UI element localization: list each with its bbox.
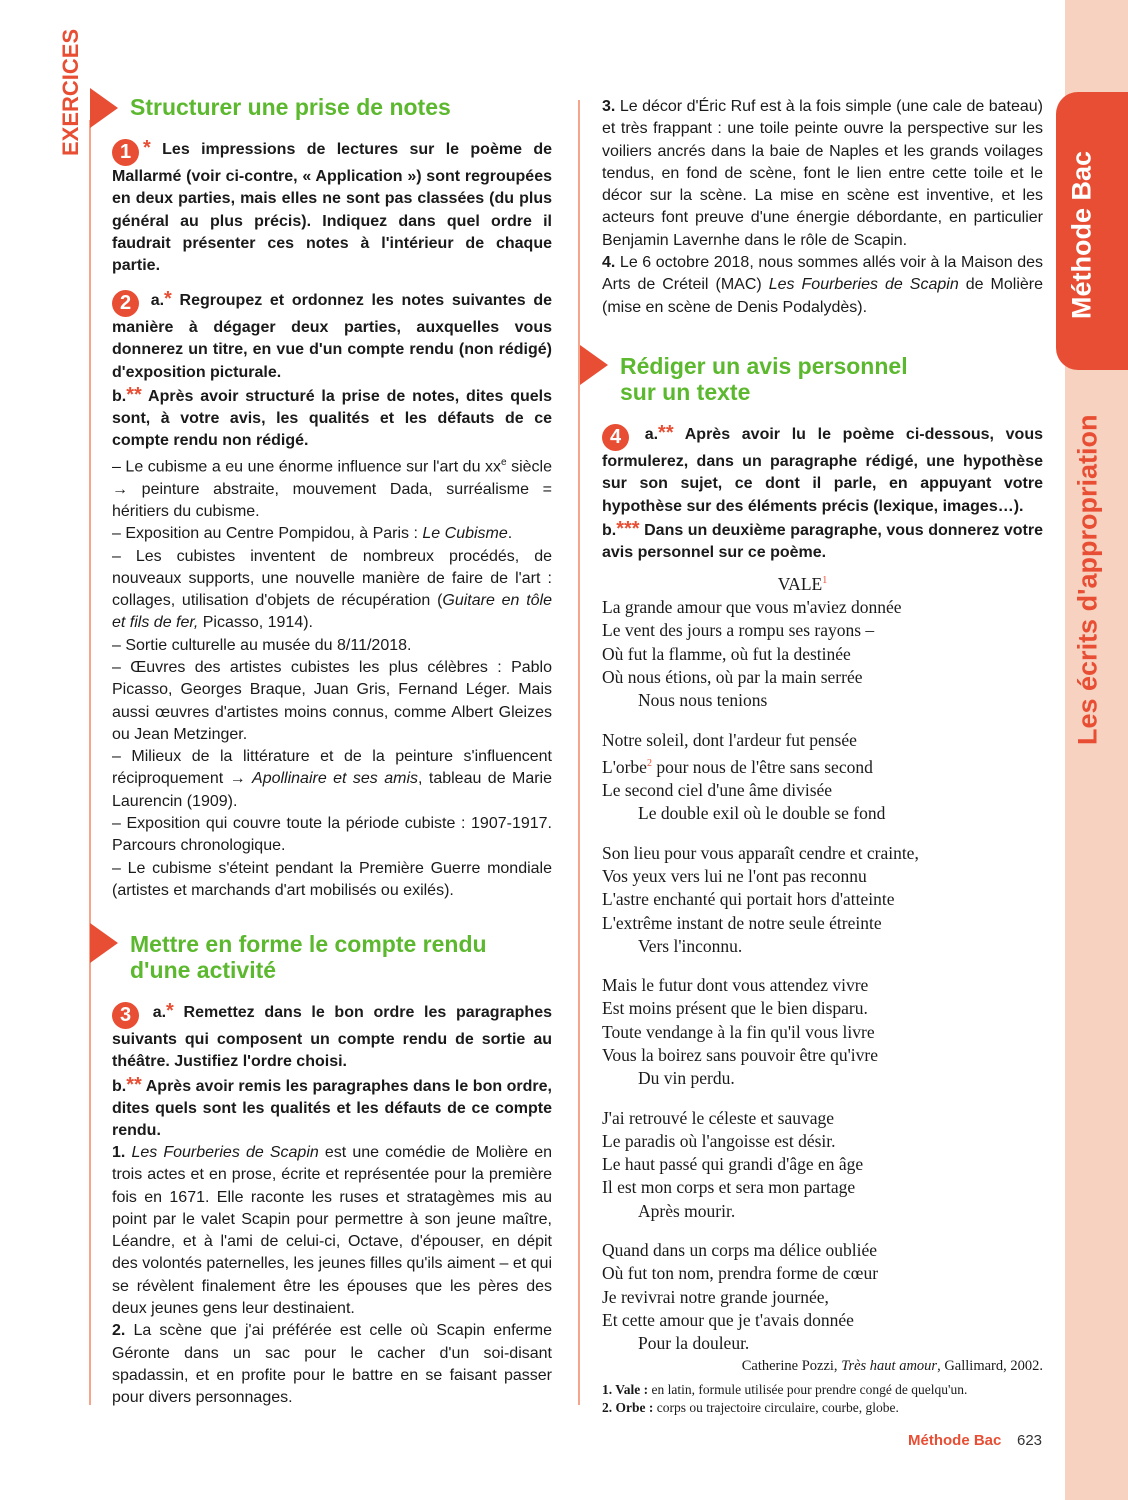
title-text: VALE <box>777 573 823 594</box>
stanza <box>602 1107 1043 1223</box>
question-text: Après avoir lu le poème ci-dessous, vous formulerez, dans un paragraphe rédigé, une hypothèse sur son sujet, ce dont il parle, en appuyant votre hypothèse sur des éléments précis (lexique, images…). <box>602 426 1043 515</box>
paragraph-3 <box>602 96 1043 252</box>
note-item: – Exposition qui couvre toute la période cubiste : 1907-1917. Parcours chronologique. <box>112 815 552 855</box>
question-label: a. <box>152 1004 167 1021</box>
note-text: Picasso, 1914). <box>198 614 313 632</box>
poem-line: Où fut la flamme, où fut la destinée <box>602 643 851 664</box>
question-text: Regroupez et ordonnez les notes suivantes de manière à dégager deux parties, auxquelles vous donnerez un titre, en vue d'un compte rendu (non rédigé) d'exposition picturale. <box>112 292 552 381</box>
paragraph-text: est une comédie de Molière en trois actes et en prose, écrite et représentée pour la première fois en 1671. Elle raconte les ruses et stratagèmes mis au point par le valet Scapin pour permettre à son jeune maître, Léandre, et à l'ami de celui-ci, Octave, d'épouser, en dépit des volontés paternelles, les jeunes filles qu'ils aiment – et qui se révèlent finalement être les épouses que les pères des deux jeunes gens leur destinaient. <box>112 1144 552 1318</box>
question-text: Après avoir structuré la prise de notes, dites quels sont, à votre avis, les qualités et les défauts de ce compte rendu non rédigé. <box>112 387 553 450</box>
poem-line: Le paradis où l'angoisse est désir. <box>602 1130 836 1151</box>
poem-line: Nous nous tenions <box>638 690 768 711</box>
footnotes <box>602 1381 1043 1416</box>
footnote-text: corps ou trajectoire circulaire, courbe, globe. <box>653 1399 899 1415</box>
note-text: siècle → peinture abstraite, mouvement Dada, surréalisme = héritiers du cubisme. <box>112 458 552 520</box>
exercise-2 <box>112 288 552 453</box>
note-item: – Œuvres des artistes cubistes les plus célèbres : Pablo Picasso, Georges Braque, Juan Gris, Fernand Léger. Mais aussi œuvres d'artistes moins connus, comme Albert Gleizes ou Jean Metzinger. <box>112 659 552 743</box>
artwork-title: Le Cubisme <box>422 525 508 543</box>
question-label: b. <box>602 521 617 539</box>
poem-line: L'astre enchanté qui portait hors d'atteinte <box>602 889 895 910</box>
superscript: e <box>501 457 507 468</box>
poem <box>602 569 1043 1376</box>
exercise-number: 3 <box>112 1002 139 1029</box>
difficulty-stars: ** <box>658 422 674 444</box>
note-item: – Sortie culturelle au musée du 8/11/2018. <box>112 636 412 654</box>
poem-line: La grande amour que vous m'aviez donnée <box>602 597 902 618</box>
chapter-label: Les écrits d'appropriation <box>1072 414 1103 746</box>
poem-line: Le double exil où le double se fond <box>638 803 886 824</box>
note-item <box>112 546 552 635</box>
exercise-4 <box>602 422 1043 564</box>
note-item <box>112 523 552 545</box>
section-heading: Rédiger un avis personnel sur un texte <box>620 353 908 405</box>
difficulty-stars: * <box>164 288 172 310</box>
question-label: a. <box>644 426 659 443</box>
line-text: pour nous de l'être sans second <box>651 756 873 777</box>
note-text: – Les cubistes inventent de nombreux procédés, de nouveaux supports, une nouvelle manière de faire de l'art : collages, utilisation d'objets de récupération ( <box>112 547 552 610</box>
note-item <box>112 746 552 813</box>
footnote-text: en latin, formule utilisée pour prendre congé de quelqu'un. <box>648 1382 968 1397</box>
poem-line: Du vin perdu. <box>638 1068 735 1089</box>
stanza <box>602 729 1043 826</box>
poem-title <box>602 569 1043 596</box>
poem-source <box>602 1356 1043 1376</box>
poem-line: Après mourir. <box>638 1200 736 1221</box>
poem-line: Pour la douleur. <box>638 1333 750 1354</box>
note-item <box>112 452 552 523</box>
question-label: a. <box>150 292 165 309</box>
question-text: Dans un deuxième paragraphe, vous donnerez votre avis personnel sur ce poème. <box>602 521 1044 562</box>
section-heading: Mettre en forme le compte rendu d'une activité <box>130 931 487 983</box>
poem-line: Et cette amour que je t'avais donnée <box>602 1309 854 1330</box>
page-number: 623 <box>1017 1432 1043 1449</box>
exercise-3 <box>112 1000 552 1142</box>
stanza <box>602 842 1043 958</box>
note-item: – Le cubisme s'éteint pendant la Première Guerre mondiale (artistes et marchands d'art mobilisés ou exilés). <box>112 859 552 899</box>
note-text: – Exposition au Centre Pompidou, à Paris : <box>112 525 423 543</box>
difficulty-stars: * <box>166 1000 174 1022</box>
artwork-title: Guitare en tôle et fils de fer, <box>112 592 553 632</box>
middle-rule <box>578 100 580 1405</box>
author: Catherine Pozzi, <box>741 1357 842 1374</box>
poem-line: Le haut passé qui grandi d'âge en âge <box>602 1154 864 1175</box>
publisher: , Gallimard, 2002. <box>937 1357 1043 1374</box>
stanza <box>602 974 1043 1090</box>
poem-line: J'ai retrouvé le céleste et sauvage <box>602 1107 834 1128</box>
paragraph-number: 1. <box>112 1144 126 1161</box>
paragraph-4 <box>602 252 1043 319</box>
footnote-ref: 1 <box>822 575 828 586</box>
review-paragraphs <box>112 1142 552 1410</box>
poem-line: Vous la boirez sans pouvoir être qu'ivre <box>602 1045 878 1065</box>
exercise-number: 4 <box>602 424 629 451</box>
line-text: L'orbe <box>602 756 647 777</box>
poem-line: Où fut ton nom, prendra forme de cœur <box>602 1263 879 1284</box>
section-tab-label: Méthode Bac <box>1066 150 1097 320</box>
exercise-text: Les impressions de lectures sur le poème de Mallarmé (voir ci-contre, « Application ») sont regroupées en deux parties, mais elles ne sont pas classées (du plus général au plus précis). Indiquez dans quel ordre il faudrait présenter ces notes à l'intérieur de chaque partie. <box>112 141 552 275</box>
footnote-ref: 2 <box>646 757 652 769</box>
exercise-1 <box>112 137 552 277</box>
question-text: Remettez dans le bon ordre les paragraphes suivants qui composent un compte rendu de sortie au théâtre. Justifiez l'ordre choisi. <box>112 1004 553 1071</box>
difficulty-stars: ** <box>126 1073 142 1096</box>
paragraph-2 <box>112 1320 552 1409</box>
review-paragraphs-continued <box>602 96 1043 319</box>
exercise-number: 2 <box>112 290 139 317</box>
paragraph-1 <box>112 1142 552 1320</box>
poem-line: L'extrême instant de notre seule étreinte <box>602 912 882 933</box>
footnote-label: 1. Vale : <box>602 1382 649 1397</box>
poem-line: Toute vendange à la fin qu'il vous livre <box>602 1021 875 1042</box>
poem-line: Il est mon corps et sera mon partage <box>602 1177 856 1198</box>
exercises-label: EXERCICES <box>58 28 83 156</box>
play-title: Les Fourberies de Scapin <box>131 1144 319 1161</box>
stanza <box>602 1239 1043 1355</box>
notes-list <box>112 452 552 902</box>
note-text: – Le cubisme a eu une énorme influence sur l'art du xx <box>112 458 501 476</box>
poem-line: Je revivrai notre grande journée, <box>602 1286 829 1307</box>
section-heading: Structurer une prise de notes <box>130 94 451 120</box>
paragraph-number: 2. <box>112 1322 126 1340</box>
paragraph-text: de Molière (mise en scène de Denis Podalydès). <box>602 276 1044 316</box>
paragraph-number: 4. <box>602 254 616 272</box>
question-label: b. <box>112 1077 127 1095</box>
play-title: Les Fourberies de Scapin <box>768 276 959 294</box>
footnote <box>602 1381 1043 1399</box>
heading-marker-icon <box>90 88 118 128</box>
heading-marker-icon <box>90 923 118 963</box>
poem-line: Vos yeux vers lui ne l'ont pas reconnu <box>602 865 867 886</box>
poem-line: Notre soleil, dont l'ardeur fut pensée <box>602 729 857 750</box>
footnote-label: 2. Orbe : <box>602 1399 654 1415</box>
note-text: , tableau de Marie Laurencin (1909). <box>112 770 553 810</box>
difficulty-stars: *** <box>616 517 640 540</box>
poem-line: Est moins présent que le bien disparu. <box>602 998 868 1019</box>
heading-marker-icon <box>580 345 608 385</box>
poem-line <box>602 752 1043 779</box>
stanza <box>602 596 1043 712</box>
difficulty-stars: ** <box>126 383 142 406</box>
exercise-number: 1 <box>112 139 139 166</box>
poem-line: Le vent des jours a rompu ses rayons – <box>602 620 875 641</box>
paragraph-text: La scène que j'ai préférée est celle où Scapin enferme Géronte dans un sac pour le cacher d'un soi-disant spadassin, et en profite pour le battre en se faisant passer pour divers personnages. <box>112 1322 552 1407</box>
paragraph-text: Le décor d'Éric Ruf est à la fois simple (une cale de bateau) et très frappant : une toile peinte ouvre la perspective sur les voiliers ancrés dans la baie de Naples et les grands voilages tendus, en fond de scène, font le lien entre cette toile et le décor sur la scène. La mise en scène est inventive, et les acteurs font preuve d'une énergie débordante, en particulier Benjamin Lavernhe dans le rôle de Scapin. <box>602 98 1043 249</box>
poem-line: Vers l'inconnu. <box>638 935 743 956</box>
difficulty-stars: * <box>143 137 151 159</box>
note-text: – Milieux de la littérature et de la peinture s'influencent réciproquement → <box>112 748 552 788</box>
artwork-title: Apollinaire et ses amis <box>252 770 419 788</box>
question-text: Après avoir remis les paragraphes dans le bon ordre, dites quels sont les qualités et les défauts de ce compte rendu. <box>112 1077 552 1140</box>
paragraph-text: Le 6 octobre 2018, nous sommes allés voir à la Maison des Arts de Créteil (MAC) <box>602 254 1043 294</box>
poem-line: Mais le futur dont vous attendez vivre <box>602 975 869 996</box>
footer-section-label: Méthode Bac <box>908 1432 1002 1449</box>
question-label: b. <box>112 387 127 405</box>
footnote <box>602 1399 1043 1417</box>
poem-line: Quand dans un corps ma délice oubliée <box>602 1240 878 1261</box>
poem-line: Où nous étions, où par la main serrée <box>602 667 863 688</box>
poem-line: Son lieu pour vous apparaît cendre et crainte, <box>602 842 919 863</box>
work-title: Très haut amour <box>841 1357 938 1374</box>
note-text: . <box>507 525 513 543</box>
poem-line: Le second ciel d'une âme divisée <box>602 780 833 801</box>
paragraph-number: 3. <box>602 98 616 115</box>
left-rule <box>89 120 91 1405</box>
